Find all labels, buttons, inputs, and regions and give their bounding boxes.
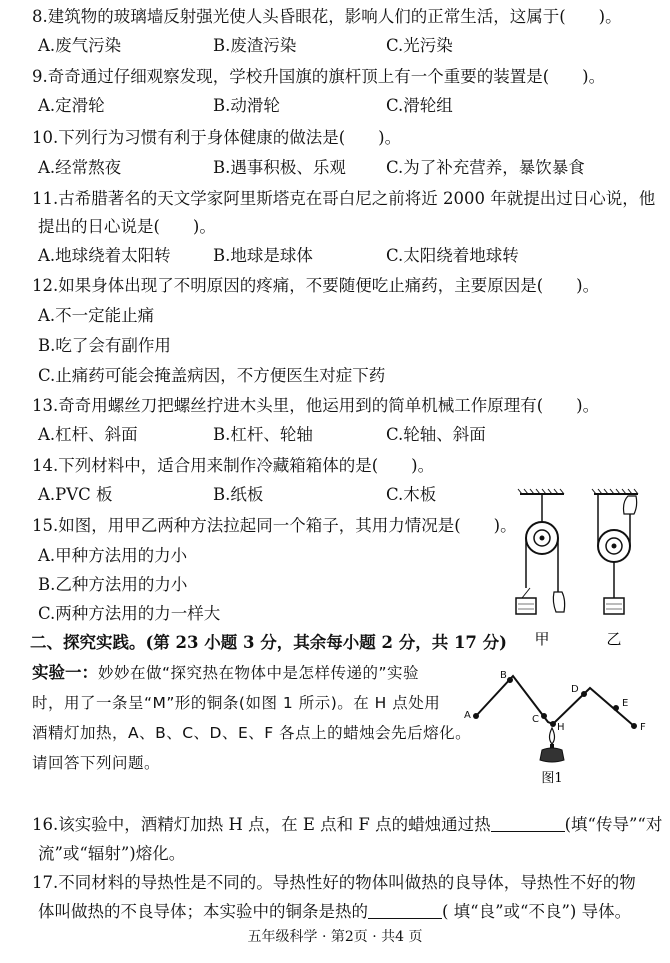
exp1-text-1: 妙妙在做“探究热在物体中是怎样传递的”实验 <box>98 664 420 682</box>
point-h-dot <box>550 721 556 727</box>
exp1-line1 <box>32 660 419 686</box>
q8-option-b: B.废渣污染 <box>213 36 297 55</box>
q17-line2 <box>38 899 631 925</box>
q17-text-2a: 体叫做热的不良导体；本实验中的铜条是热的 <box>38 902 368 921</box>
q10-option-b: B.遇事积极、乐观 <box>213 158 346 177</box>
q10-option-a: A.经常熬夜 <box>38 158 122 177</box>
q11-option-c: C.太阳绕着地球转 <box>386 246 519 265</box>
q8-option-a: A.废气污染 <box>38 36 122 55</box>
q15-option-a: A.甲种方法用的力小 <box>38 546 188 565</box>
exp1-line3: 酒精灯加热，A、B、C、D、E、F 各点上的蜡烛会先后熔化。 <box>32 724 472 742</box>
q14-stem: 14.下列材料中，适合用来制作冷藏箱箱体的是( )。 <box>32 456 435 475</box>
q16-line2: 流”或“辐射”)熔化。 <box>38 844 186 863</box>
q16-text-1a: 16.该实验中，酒精灯加热 H 点，在 E 点和 F 点的蜡烛通过热 <box>32 815 491 834</box>
q17-text-2b: ( 填“良”或“不良”) 导体。 <box>442 902 632 921</box>
q14-option-a: A.PVC 板 <box>38 485 113 504</box>
pulley-figure <box>508 488 658 648</box>
pulley-label-yi: 乙 <box>606 630 622 648</box>
point-c-dot <box>541 713 547 719</box>
q9-option-c: C.滑轮组 <box>386 96 453 115</box>
page-footer: 五年级科学 · 第2页 · 共4 页 <box>247 929 423 945</box>
q9-option-a: A.定滑轮 <box>38 96 105 115</box>
q9-stem: 9.奇奇通过仔细观察发现，学校升国旗的旗杆顶上有一个重要的装置是( )。 <box>32 67 606 86</box>
point-d-label: D <box>571 684 579 695</box>
flame-icon <box>550 728 555 744</box>
q13-stem: 13.奇奇用螺丝刀把螺丝拧进木头里，他运用到的简单机械工作原理有( )。 <box>32 396 600 415</box>
q16-answer-blank[interactable] <box>491 815 565 832</box>
q11-stem-line2: 提出的日心说是( )。 <box>38 217 216 236</box>
pulley-label-jia: 甲 <box>534 630 550 648</box>
q12-option-c: C.止痛药可能会掩盖病因，不方便医生对症下药 <box>38 366 386 385</box>
point-h-label: H <box>557 722 565 733</box>
point-e-label: E <box>622 698 629 709</box>
q12-option-b: B.吃了会有副作用 <box>38 336 171 355</box>
point-b-dot <box>507 677 513 683</box>
q13-option-c: C.轮轴、斜面 <box>386 425 486 444</box>
q8-stem: 8.建筑物的玻璃墙反射强光使人头昏眼花，影响人们的正常生活，这属于( )。 <box>32 7 622 26</box>
q14-option-b: B.纸板 <box>213 485 264 504</box>
q16-text-1b: (填“传导”“对 <box>564 815 663 834</box>
q15-option-b: B.乙种方法用的力小 <box>38 575 188 594</box>
q11-option-a: A.地球绕着太阳转 <box>38 246 171 265</box>
q13-option-a: A.杠杆、斜面 <box>38 425 138 444</box>
point-f-label: F <box>640 722 646 733</box>
q10-option-c: C.为了补充营养，暴饮暴食 <box>386 158 585 177</box>
q12-option-a: A.不一定能止痛 <box>38 306 155 325</box>
point-b-label: B <box>500 670 507 681</box>
q12-stem: 12.如果身体出现了不明原因的疼痛，不要随便吃止痛药，主要原因是( )。 <box>32 276 600 295</box>
q16-line1 <box>32 812 662 838</box>
point-a-dot <box>473 713 479 719</box>
figure1-caption: 图1 <box>541 771 563 786</box>
point-f-dot <box>631 723 637 729</box>
q14-option-c: C.木板 <box>386 485 437 504</box>
alcohol-lamp-icon <box>540 748 564 762</box>
q11-stem-line1: 11.古希腊著名的天文学家阿里斯塔克在哥白尼之前将近 2000 年就提出过日心说，他 <box>32 189 656 208</box>
q9-option-b: B.动滑轮 <box>213 96 280 115</box>
exp1-label: 实验一： <box>32 663 98 682</box>
point-d-dot <box>581 691 587 697</box>
point-c-label: C <box>532 714 539 725</box>
q8-option-c: C.光污染 <box>386 36 453 55</box>
point-a-label: A <box>464 710 471 721</box>
exp1-line4: 请回答下列问题。 <box>32 754 161 772</box>
exp1-line2: 时，用了一条呈“M”形的铜条(如图 1 所示)。在 H 点处用 <box>32 694 441 712</box>
q17-line1: 17.不同材料的导热性是不同的。导热性好的物体叫做热的良导体，导热性不好的物 <box>32 873 636 892</box>
q13-option-b: B.杠杆、轮轴 <box>213 425 313 444</box>
point-e-dot <box>613 705 619 711</box>
section2-title: 二、探究实践。(第 23 小题 3 分，其余每小题 2 分，共 17 分) <box>30 633 507 652</box>
q11-option-b: B.地球是球体 <box>213 246 313 265</box>
q15-stem: 15.如图，用甲乙两种方法拉起同一个箱子，其用力情况是( )。 <box>32 516 517 535</box>
q10-stem: 10.下列行为习惯有利于身体健康的做法是( )。 <box>32 128 402 147</box>
q15-option-c: C.两种方法用的力一样大 <box>38 604 221 623</box>
copper-strip-figure <box>458 660 660 790</box>
q17-answer-blank[interactable] <box>368 902 442 919</box>
